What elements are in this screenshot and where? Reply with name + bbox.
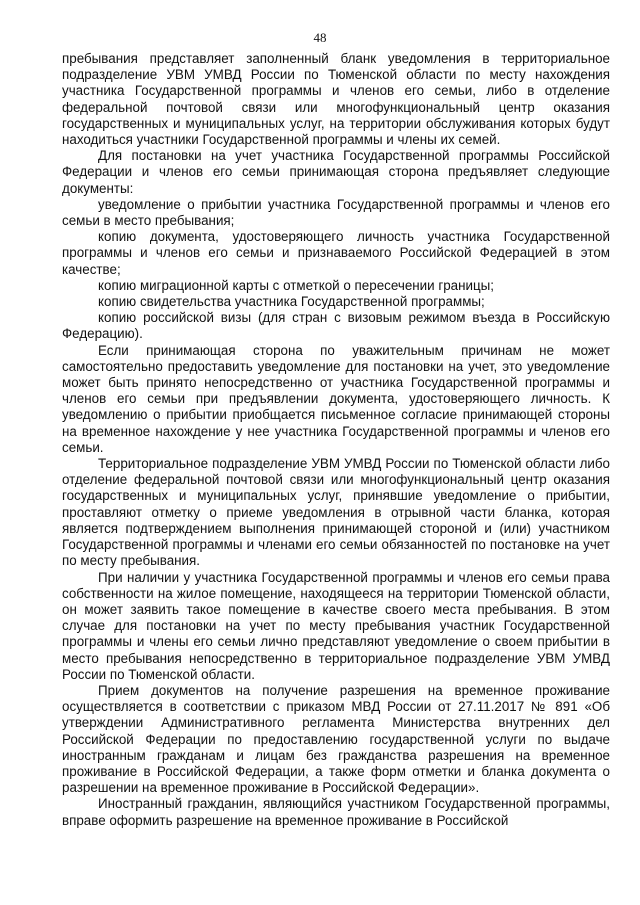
list-item: копию свидетельства участника Государственной программы; [98,294,485,310]
list-item: уведомление о прибытии участника Государственной программы и членов его семьи в место пребывания; [62,196,610,229]
paragraph: Прием документов на получение разрешения на временное проживание осуществляется в соответствии с приказом МВД России от 27.11.2017 № 891 «Об утверждении Административного регламента Министерства внутренних дел Российской Федерации по предоставлению государственной услуги по выдаче иностранным гражданам и лицам без гражданства разрешения на временное проживание в Российской Федерации, а также форм отметки и бланка документа о разрешении на временное проживание в Российской Федерации». [62,682,610,796]
list-item: копию российской визы (для стран с визовым режимом въезда в Российскую Федерацию). [62,310,610,342]
paragraph: Территориальное подразделение УВМ УМВД России по Тюменской области либо отделение федеральной почтовой связи или многофункциональный центр оказания государственных и муниципальных услуг, принявшие уведомление о прибытии, проставляют отметку о приеме уведомления в отрывной части бланка, которая является подтверждением выполнения принимающей стороной и (или) участником Государственной программы и членами его семьи обязанностей по постановке на учет по месту пребывания. [62,456,610,569]
paragraph: Если принимающая сторона по уважительным причинам не может самостоятельно предоставить уведомление для постановки на учет, это уведомление может быть принято непосредственно от участника Государственной программы и членов его семьи при предъявлении документа, удостоверяющего личность. К уведомлению о прибытии приобщается письменное согласие принимающей стороны на временное нахождение у нее участника Государственной программы и членов его семьи. [62,342,610,455]
page-number: 48 [313,30,327,45]
paragraph: Для постановки на учет участника Государственной программы Российской Федерации и членов его семьи принимающая сторона предъявляет следующие документы: [62,148,610,196]
body-text [62,51,610,829]
paragraph: пребывания представляет заполненный бланк уведомления в территориальное подразделение УВМ УМВД России по Тюменской области по месту нахождения участника Государственной программы и членов его семьи, либо в отделение федеральной почтовой связи или многофункциональный центр оказания государственных и муниципальных услуг, на территории обслуживания которых будут находиться участники Государственной программы и члены их семей. [62,51,610,148]
paragraph: Иностранный гражданин, являющийся участником Государственной программы, вправе оформить разрешение на временное проживание в Российской [62,796,610,828]
paragraph: При наличии у участника Государственной программы и членов его семьи права собственности на жилое помещение, находящееся на территории Тюменской области, он может заявить такое помещение в качестве своего места пребывания. В этом случае для постановки на учет по месту пребывания участник Государственной программы и члены его семьи лично представляют уведомление о своем прибытии в место пребывания непосредственно в территориальное подразделение УВМ УМВД России по Тюменской области. [62,569,610,682]
list-item: копию документа, удостоверяющего личность участника Государственной программы и членов его семьи и признаваемого Российской Федерацией в этом качестве; [62,229,610,277]
list-item: копию миграционной карты с отметкой о пересечении границы; [98,277,495,293]
